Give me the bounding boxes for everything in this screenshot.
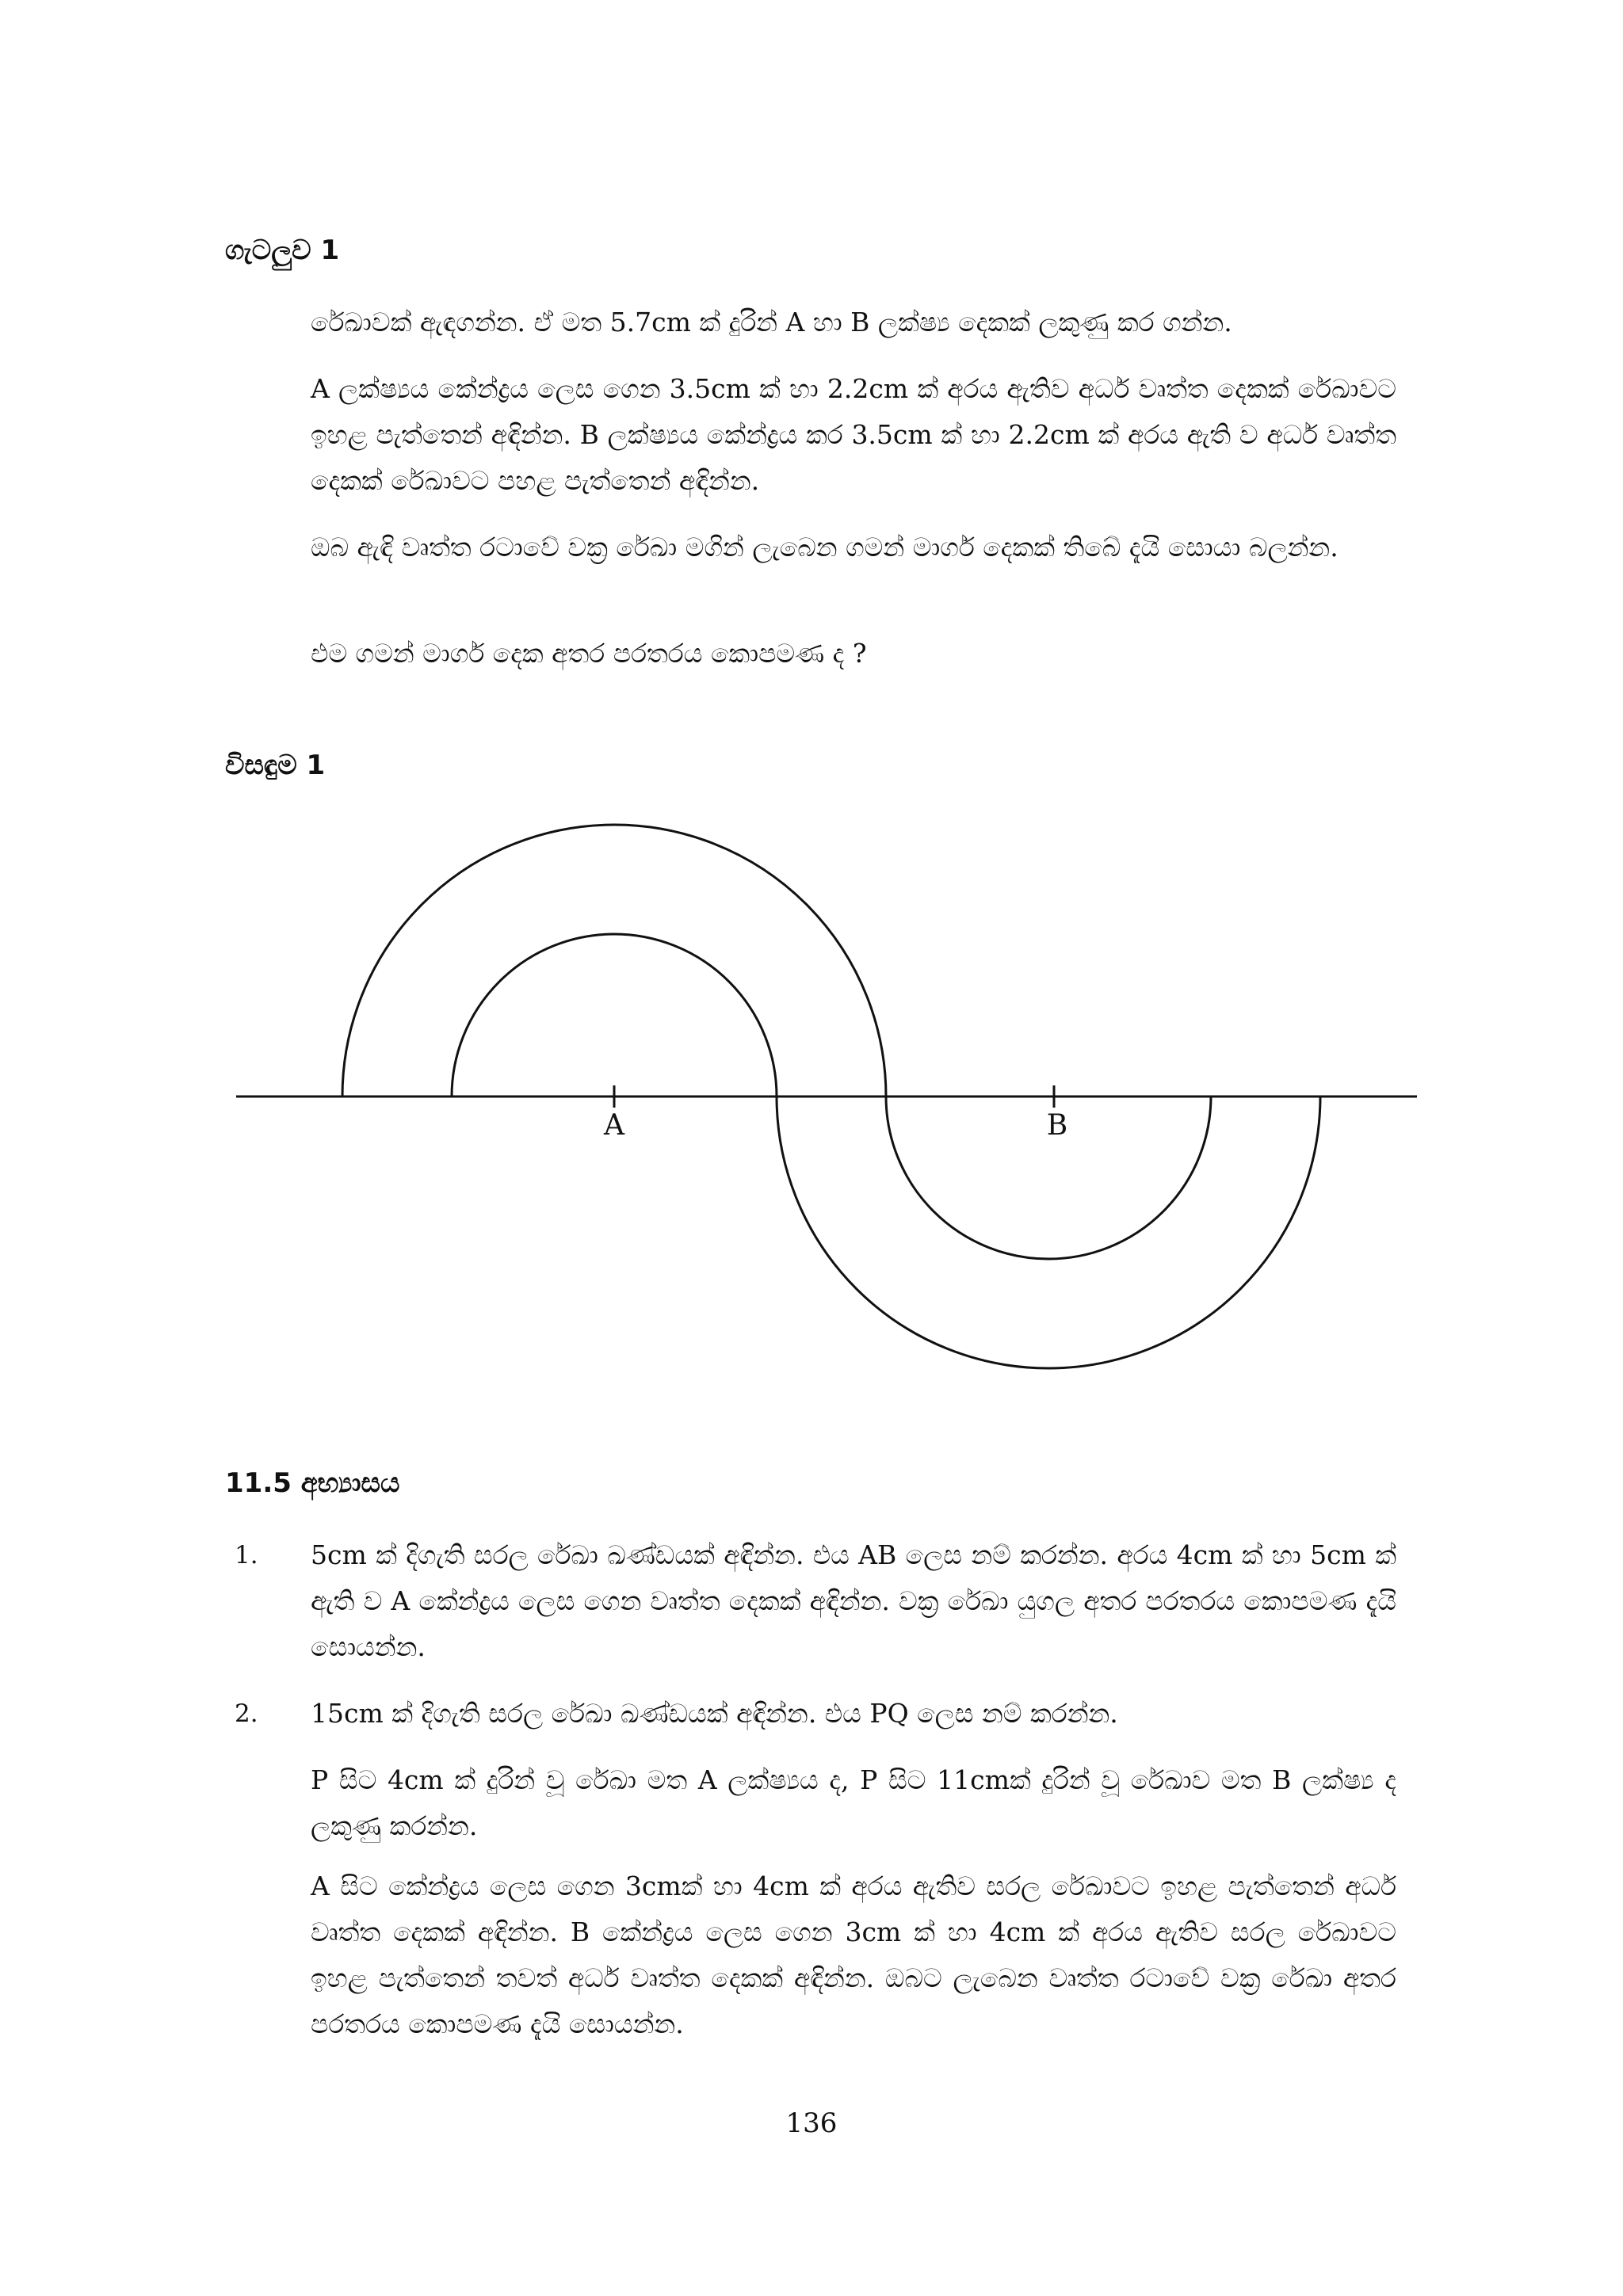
problem-heading: ගැටලුව 1 [225, 235, 340, 266]
exercise-item-2-number: 2. [235, 1699, 258, 1728]
problem-paragraph-2: A ලක්ෂ්‍යය කේන්ද්‍රය ලෙස ගෙන 3.5cm ක් හා 2.2cm ක් අරය ඇතිව අර්ධ වෘත්ත දෙකක් රේඛාවට ඉහළ පැත්තෙන් අඳින්න. B ලක්ෂ්‍යය කේන්ද්‍රය කර 3.5cm ක් හා 2.2cm ක් අරය ඇති ව අර්ධ වෘත්ත දෙකක් රේඛාවට පහළ පැත්තෙන් අඳින්න. [311, 373, 1396, 496]
page-number: 136 [785, 2107, 838, 2139]
problem-paragraph-1: රේඛාවක් ඇඳගන්න. ඒ මත 5.7cm ක් දුරින් A හා B ලක්ෂ්‍ය දෙකක් ලකුණු කර ගන්න. [311, 307, 1232, 338]
solution-heading: විසඳුම 1 [225, 749, 326, 781]
outer-semicircle-a [342, 825, 886, 1097]
label-a: A [604, 1109, 624, 1142]
exercise-item-2-paragraph-2: P සිට 4cm ක් දුරින් වූ රේඛා මත A ලක්ෂ්‍යය ද, P සිට 11cmක් දුරින් වූ රේඛාව මත B ලක්ෂ්‍ය ද ලකුණු කරන්න. [311, 1764, 1396, 1841]
exercise-item-2-paragraph-1: 15cm ක් දිගැති සරල රේඛා ඛණ්ඩයක් අඳින්න. එය PQ ලෙස නම් කරන්න. [311, 1698, 1118, 1729]
inner-semicircle-a [452, 934, 777, 1097]
exercise-item-1-paragraph-1: 5cm ක් දිගැති සරල රේඛා ඛණ්ඩයක් අඳින්න. එය AB ලෙස නම් කරන්න. අරය 4cm ක් හා 5cm ක් ඇති ව A කේන්ද්‍රය ලෙස ගෙන වෘත්ත දෙකක් අඳින්න. වක්‍ර රේඛා යුගල අතර පරතරය කොපමණ දැයි සොයන්න. [311, 1539, 1396, 1662]
exercise-heading: 11.5 අභ්‍යාසය [225, 1467, 400, 1499]
exercise-item-2-paragraph-3: A සිට කේන්ද්‍රය ලෙස ගෙන 3cmක් හා 4cm ක් අරය ඇතිව සරල රේඛාවට ඉහළ පැත්තෙන් අර්ධ වෘත්ත දෙකක් අඳින්න. B කේන්ද්‍රය ලෙස ගෙන 3cm ක් හා 4cm ක් අරය ඇතිව සරල රේඛාවට ඉහළ පැත්තෙන් තවත් අර්ධ වෘත්ත දෙකක් අඳින්න. ඔබට ලැබෙන වෘත්ත රටාවේ වක්‍ර රේඛා අතර පරතරය කොපමණ දැයි සොයන්න. [311, 1871, 1396, 2039]
exercise-item-1-number: 1. [235, 1541, 258, 1569]
problem-paragraph-3: ඔබ ඇඳි වෘත්ත රටාවේ වක්‍ර රේඛා මගින් ලැබෙන ගමන් මාර්ග දෙකක් තිබේ දැයි සොයා බලන්න. [311, 532, 1338, 563]
problem-paragraph-4: එම ගමන් මාර්ග දෙක අතර පරතරය කොපමණ ද ? [311, 638, 867, 669]
label-b: B [1046, 1109, 1068, 1142]
